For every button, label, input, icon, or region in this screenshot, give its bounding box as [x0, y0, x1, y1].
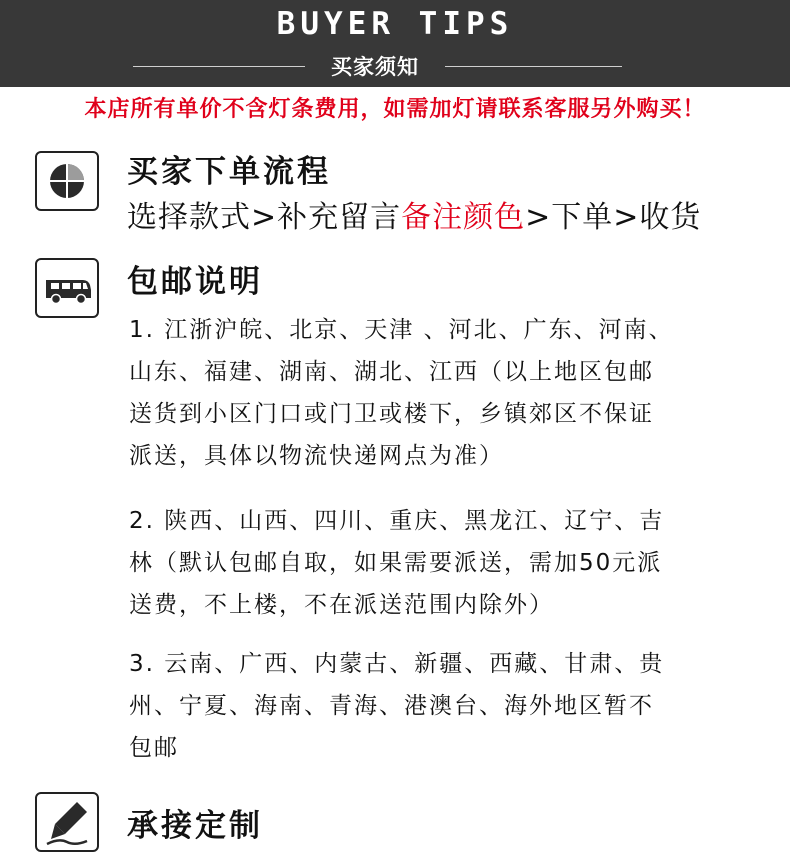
shipping-paragraph-2 [129, 500, 729, 626]
pie-chart-icon [35, 151, 99, 211]
shipping-p1-line: 送货到小区门口或门卫或楼下，乡镇郊区不保证 [129, 401, 654, 427]
header-subtitle: 买家须知 [331, 55, 419, 79]
shipping-p1-line: 1. 江浙沪皖、北京、天津 、河北、广东、河南、 [129, 317, 674, 343]
order-steps-start: 选择款式>补充留言 [127, 200, 402, 235]
shipping-p2-line: 2. 陕西、山西、四川、重庆、黑龙江、辽宁、吉 [129, 508, 665, 534]
lighting-notice: 本店所有单价不含灯条费用，如需加灯请联系客服另外购买！ [84, 97, 706, 122]
customization-title: 承接定制 [127, 808, 263, 844]
shipping-p3-line: 包邮 [129, 735, 179, 761]
shipping-p2-line: 林（默认包邮自取，如果需要派送，需加50元派 [129, 550, 663, 576]
order-process-title: 买家下单流程 [127, 154, 331, 190]
shipping-p1-line: 山东、福建、湖南、湖北、江西（以上地区包邮 [129, 359, 654, 385]
pen-icon [35, 792, 99, 852]
shipping-paragraph-1 [129, 309, 729, 477]
header-divider-right [445, 66, 622, 67]
header-banner [0, 0, 790, 87]
shipping-paragraph-3 [129, 643, 729, 769]
shipping-p2-line: 送费，不上楼，不在派送范围内除外） [129, 592, 554, 618]
shipping-p3-line: 州、宁夏、海南、青海、港澳台、海外地区暂不 [129, 693, 654, 719]
order-process-steps [127, 192, 701, 236]
truck-icon [35, 258, 99, 318]
order-steps-end: >下单>收货 [525, 200, 702, 235]
header-title: BUYER TIPS [276, 6, 514, 42]
order-steps-highlight: 备注颜色 [401, 200, 526, 235]
shipping-p1-line: 派送，具体以物流快递网点为准） [129, 443, 504, 469]
shipping-p3-line: 3. 云南、广西、内蒙古、新疆、西藏、甘肃、贵 [129, 651, 665, 677]
shipping-title: 包邮说明 [127, 264, 263, 300]
header-divider-left [133, 66, 305, 67]
